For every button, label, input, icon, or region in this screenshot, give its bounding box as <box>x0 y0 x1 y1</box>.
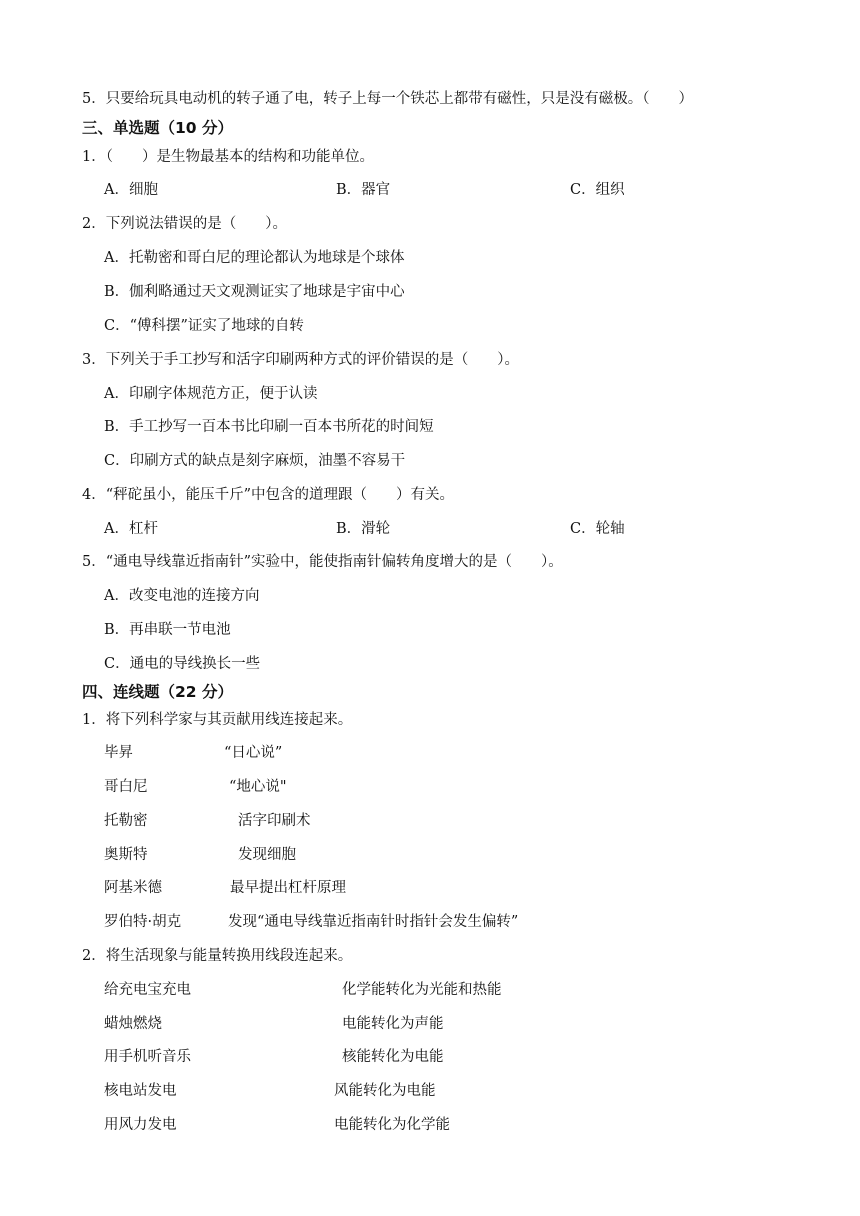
match-q1-right-item: 发现细胞 <box>238 847 296 863</box>
mc-q5-option-c: C．通电的导线换长一些 <box>104 656 261 672</box>
mc-q3-option-c: C．印刷方式的缺点是刻字麻烦，油墨不容易干 <box>104 453 406 469</box>
mc-q1-option-b: B．器官 <box>336 182 391 198</box>
mc-q5-stem: 5．“通电导线靠近指南针”实验中，能使指南针偏转角度增大的是（ ）。 <box>82 554 563 570</box>
match-q2-right-item: 核能转化为电能 <box>342 1049 444 1065</box>
match-q1-left-item: 阿基米德 <box>104 880 162 896</box>
mc-q1-option-c: C．组织 <box>570 182 625 198</box>
mc-q2-stem: 2．下列说法错误的是（ ）。 <box>82 216 287 232</box>
section-4-title: 四、连线题（22 分） <box>82 683 233 701</box>
mc-q3-option-b: B．手工抄写一百本书比印刷一百本书所花的时间短 <box>104 419 434 435</box>
mc-q4-option-c: C．轮轴 <box>570 521 625 537</box>
match-q1-stem: 1．将下列科学家与其贡献用线连接起来。 <box>82 712 353 728</box>
match-q2-left-item: 用风力发电 <box>104 1117 177 1133</box>
match-q2-right-item: 电能转化为化学能 <box>334 1117 450 1133</box>
mc-q4-option-a: A．杠杆 <box>104 521 158 537</box>
match-q2-left-item: 蜡烛燃烧 <box>104 1016 162 1032</box>
match-q1-right-item: 发现“通电导线靠近指南针时指针会发生偏转” <box>228 914 519 930</box>
match-q1-left-item: 托勒密 <box>104 813 148 829</box>
match-q2-stem: 2．将生活现象与能量转换用线段连起来。 <box>82 948 353 964</box>
match-q2-right-item: 风能转化为电能 <box>334 1083 436 1099</box>
match-q1-right-item: 最早提出杠杆原理 <box>230 880 346 896</box>
tf-question-5: 5．只要给玩具电动机的转子通了电，转子上每一个铁芯上都带有磁性，只是没有磁极。（ ） <box>82 91 693 107</box>
mc-q4-option-b: B．滑轮 <box>336 521 391 537</box>
mc-q1-stem: 1．（ ）是生物最基本的结构和功能单位。 <box>82 149 374 165</box>
match-q1-left-item: 罗伯特·胡克 <box>104 914 182 930</box>
match-q2-right-item: 化学能转化为光能和热能 <box>342 982 502 998</box>
match-q1-right-item: “地心说" <box>229 779 287 795</box>
mc-q2-option-c: C．“傅科摆”证实了地球的自转 <box>104 318 304 334</box>
match-q2-right-item: 电能转化为声能 <box>342 1016 444 1032</box>
match-q1-right-item: “日心说” <box>224 745 283 761</box>
match-q2-left-item: 核电站发电 <box>104 1083 177 1099</box>
mc-q2-option-a: A．托勒密和哥白尼的理论都认为地球是个球体 <box>104 250 405 266</box>
mc-q3-stem: 3．下列关于手工抄写和活字印刷两种方式的评价错误的是（ ）。 <box>82 352 519 368</box>
mc-q5-option-b: B．再串联一节电池 <box>104 622 231 638</box>
mc-q1-option-a: A．细胞 <box>104 182 158 198</box>
match-q1-left-item: 哥白尼 <box>104 779 148 795</box>
match-q2-left-item: 给充电宝充电 <box>104 982 191 998</box>
mc-q4-stem: 4．“秤砣虽小，能压千斤”中包含的道理跟（ ）有关。 <box>82 487 455 503</box>
match-q1-right-item: 活字印刷术 <box>238 813 311 829</box>
match-q1-left-item: 毕昇 <box>104 745 133 761</box>
match-q2-left-item: 用手机听音乐 <box>104 1049 191 1065</box>
mc-q5-option-a: A．改变电池的连接方向 <box>104 588 260 604</box>
section-3-title: 三、单选题（10 分） <box>82 119 233 137</box>
mc-q2-option-b: B．伽利略通过天文观测证实了地球是宇宙中心 <box>104 284 405 300</box>
match-q1-left-item: 奥斯特 <box>104 847 148 863</box>
mc-q3-option-a: A．印刷字体规范方正，便于认读 <box>104 386 318 402</box>
